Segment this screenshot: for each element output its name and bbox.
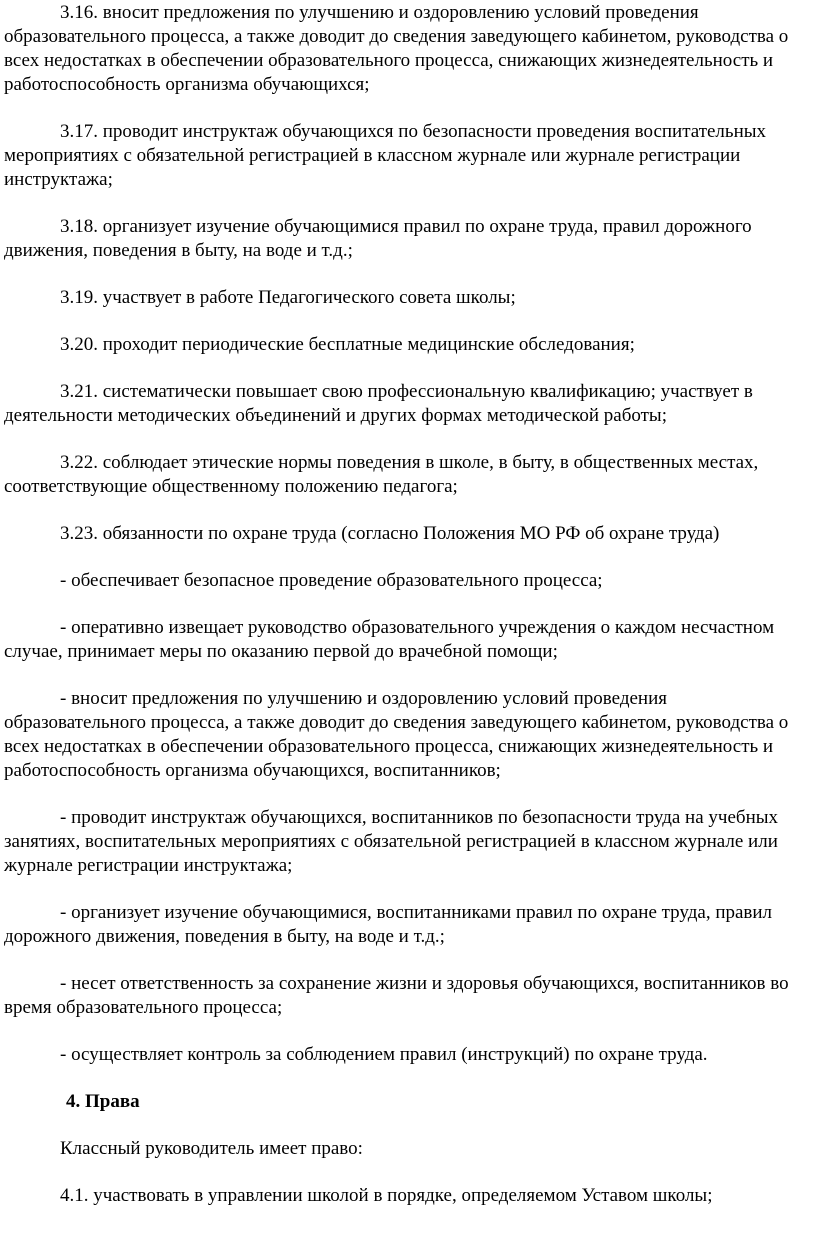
list-item-safe-process: - обеспечивает безопасное проведение образовательного процесса;	[60, 570, 603, 591]
list-item-proposals: - вносит предложения по улучшению и оздоровлению условий проведения образовательного процесса, а также доводит до сведения заведующего кабинетом, руководства о всех недостатках в обеспечении образовательного процесса, снижающих жизнедеятельность и работоспособность организма обучающихся, воспитанников;	[4, 688, 789, 781]
paragraph-3-21: 3.21. систематически повышает свою профессиональную квалификацию; участвует в деятельности методических объединений и других формах методической работы;	[4, 381, 753, 426]
paragraph-3-22: 3.22. соблюдает этические нормы поведения в школе, в быту, в общественных местах, соответствующие общественному положению педагога;	[4, 452, 759, 497]
list-item-instruction: - проводит инструктаж обучающихся, воспитанников по безопасности труда на учебных занятиях, воспитательных мероприятиях с обязательной регистрацией в классном журнале или журнале регистрации инструктажа;	[4, 807, 779, 876]
paragraph-3-16: 3.16. вносит предложения по улучшению и оздоровлению условий проведения образовательного процесса, а также доводит до сведения заведующего кабинетом, руководства о всех недостатках в обеспечении образовательного процесса, снижающих жизнедеятельность и работоспособность организма обучающихся;	[4, 2, 789, 95]
list-item-notify-management: - оперативно извещает руководство образовательного учреждения о каждом несчастном случае, принимает меры по оказанию первой до врачебной помощи;	[4, 617, 775, 662]
paragraph-3-19: 3.19. участвует в работе Педагогического совета школы;	[60, 287, 516, 308]
section-heading-rights: 4. Права	[66, 1091, 140, 1112]
paragraph-4-1: 4.1. участвовать в управлении школой в порядке, определяемом Уставом школы;	[60, 1185, 713, 1206]
list-item-control: - осуществляет контроль за соблюдением правил (инструкций) по охране труда.	[60, 1044, 708, 1065]
paragraph-3-17: 3.17. проводит инструктаж обучающихся по безопасности проведения воспитательных мероприятиях с обязательной регистрацией в классном журнале или журнале регистрации инструктажа;	[4, 121, 767, 190]
rights-intro: Классный руководитель имеет право:	[60, 1138, 363, 1159]
list-item-responsibility: - несет ответственность за сохранение жизни и здоровья обучающихся, воспитанников во время образовательного процесса;	[4, 973, 789, 1018]
paragraph-3-23: 3.23. обязанности по охране труда (согласно Положения МО РФ об охране труда)	[60, 523, 720, 544]
paragraph-3-20: 3.20. проходит периодические бесплатные медицинские обследования;	[60, 334, 635, 355]
list-item-study-rules: - организует изучение обучающимися, воспитанниками правил по охране труда, правил дорожного движения, поведения в быту, на воде и т.д.;	[4, 902, 773, 947]
paragraph-3-18: 3.18. организует изучение обучающимися правил по охране труда, правил дорожного движения, поведения в быту, на воде и т.д.;	[4, 216, 752, 261]
